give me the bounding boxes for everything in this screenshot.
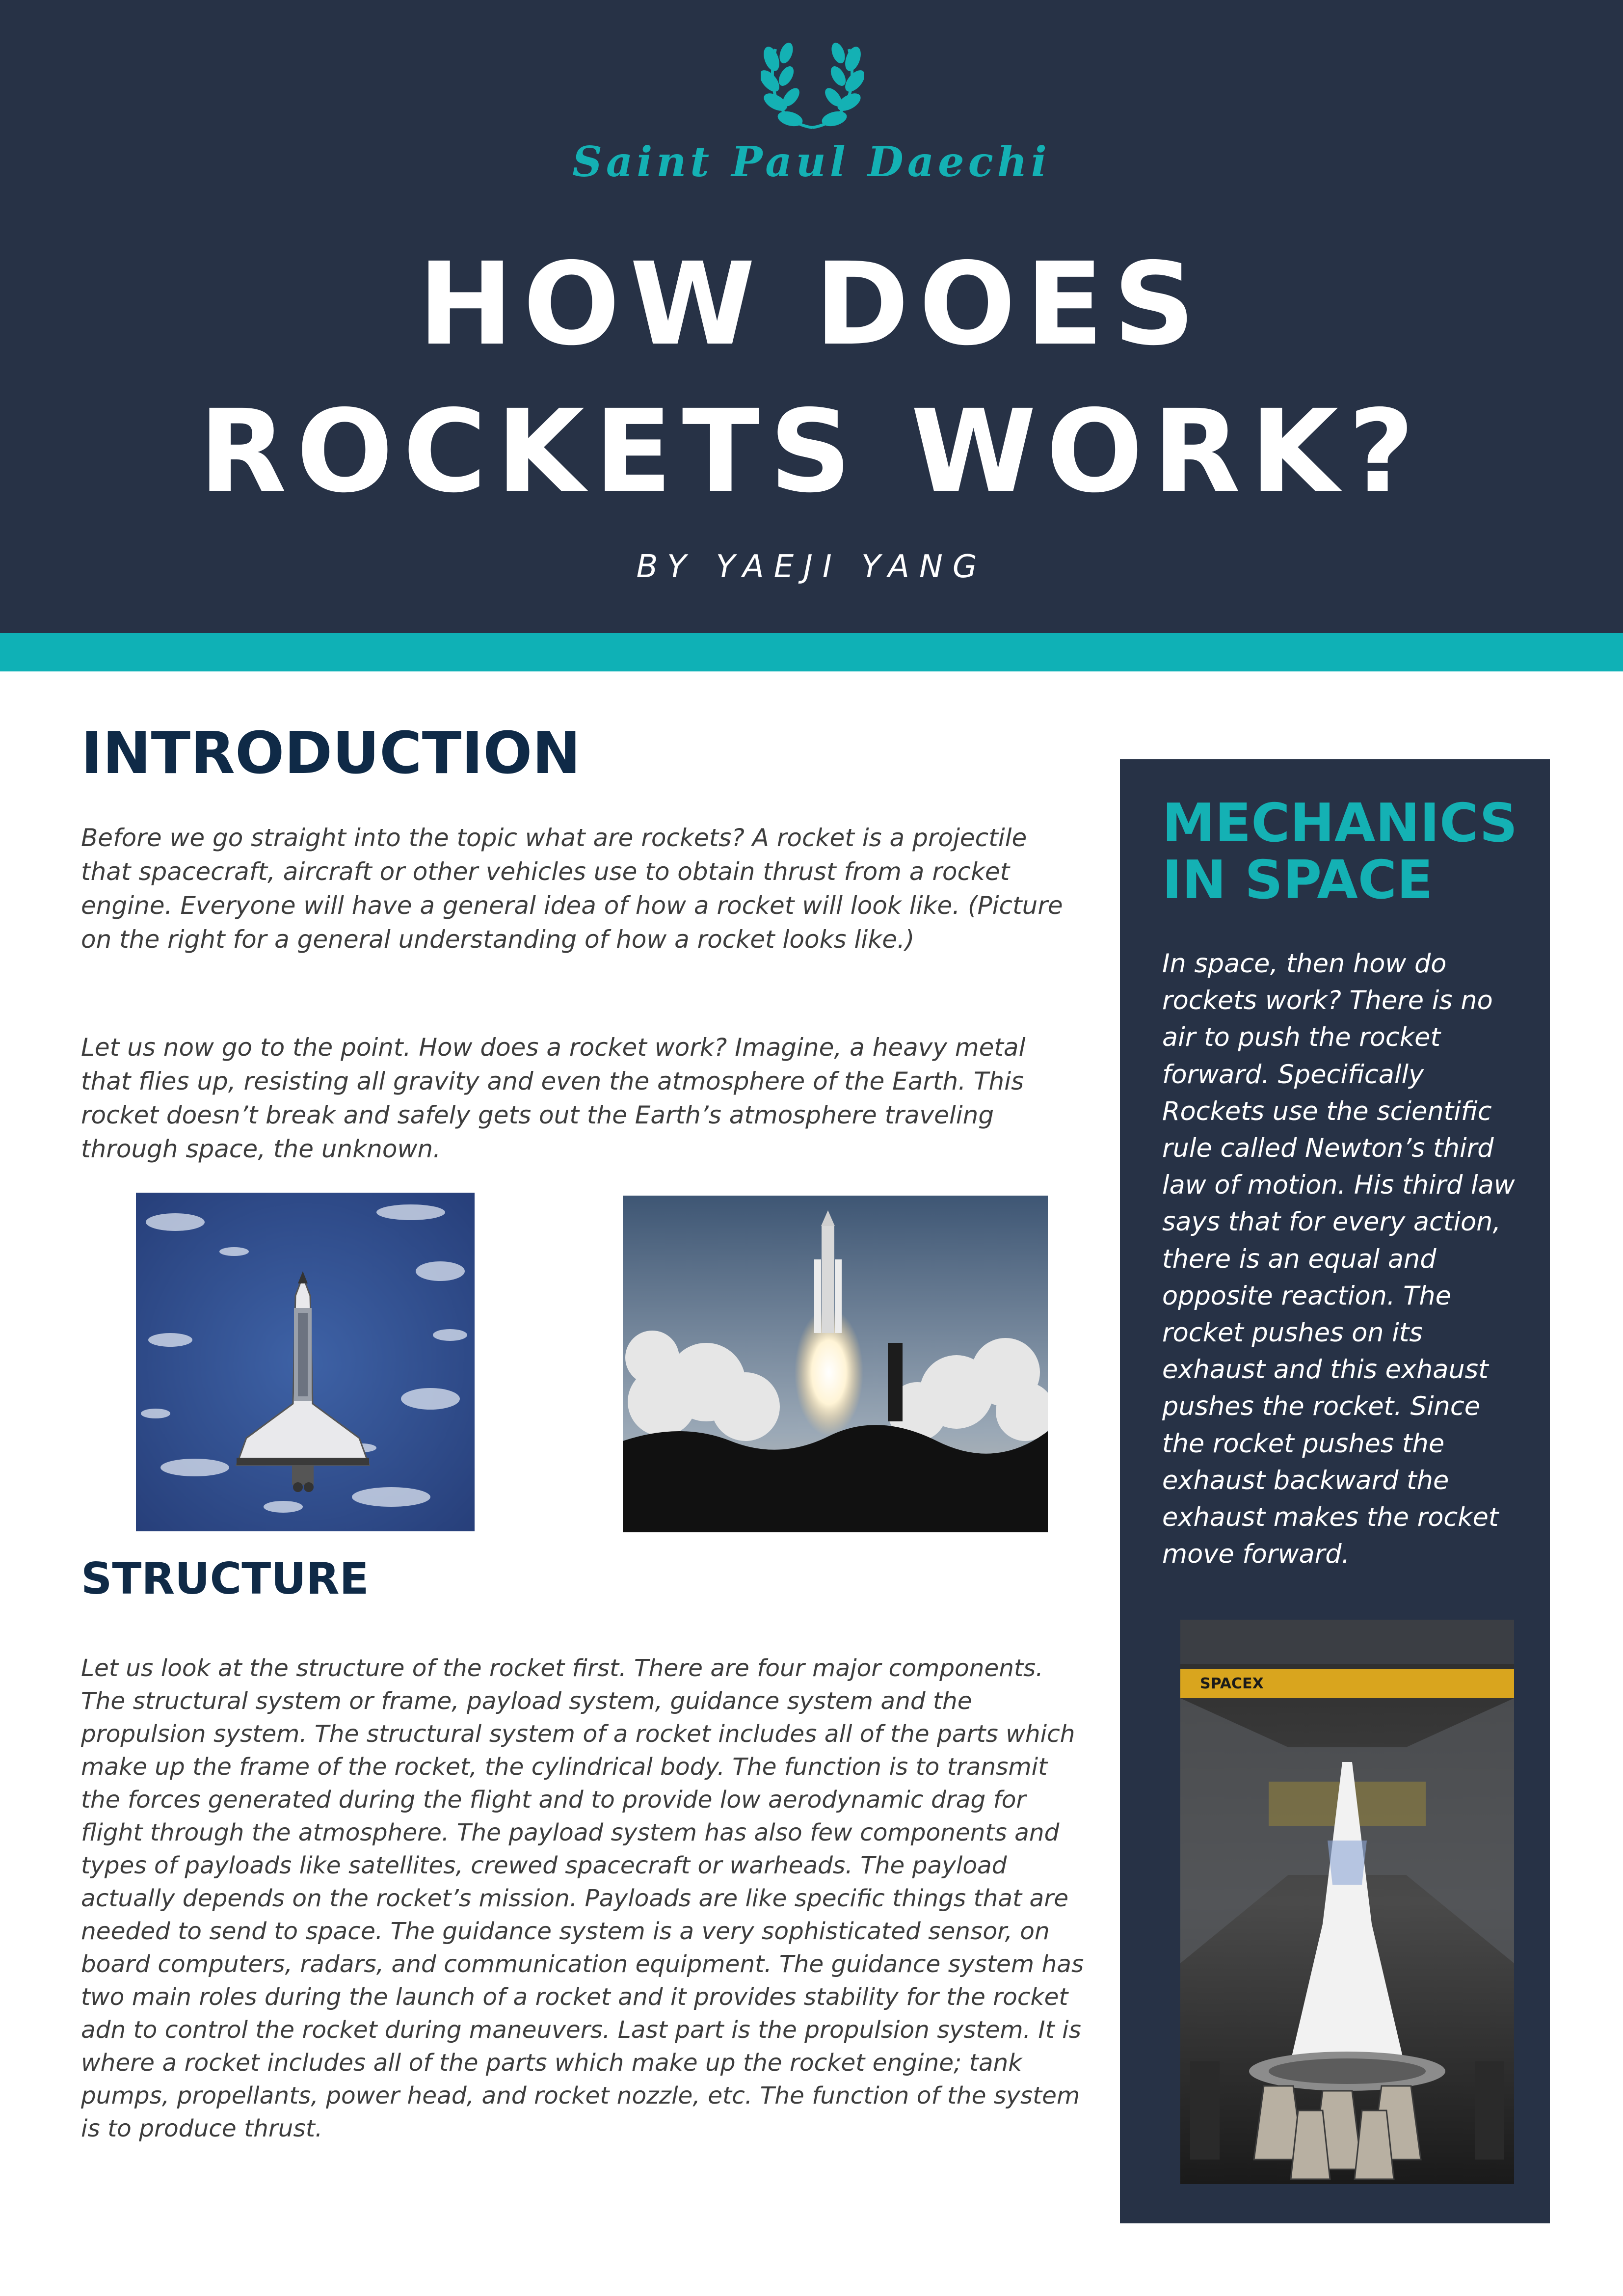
laurel-wreath-icon [761, 29, 864, 133]
space-shuttle-orbit-photo [136, 1193, 475, 1531]
introduction-heading: INTRODUCTION [81, 719, 581, 787]
introduction-paragraph-1: Before we go straight into the topic what are rockets? A rocket is a projectile that spacecraft, aircraft or other vehicles use to obtain thrust from a rocket engine. Everyone will have a general idea of how a rocket will look like. (Picture on the right for a general understanding of how a rocket looks like.) [81, 824, 1063, 954]
title-line-1: HOW DOES [418, 238, 1205, 371]
header-banner [0, 0, 1623, 633]
sidebar-paragraph: In space, then how do rockets work? There is no air to push the rocket forward. Specifically Rockets use the scientific rule called Newton’s third law of motion. His third law says that for every action, there is an equal and opposite reaction. The rocket pushes on its exhaust and this exhaust pushes the rocket. Since the rocket pushes the exhaust backward the exhaust makes the rocket move forward. [1162, 949, 1515, 1570]
shuttle-launch-photo [623, 1196, 1048, 1532]
accent-bar [0, 633, 1623, 671]
spacex-sign: SPACEX [1200, 1675, 1264, 1692]
author-byline: BY YAEJI YANG [636, 549, 987, 585]
structure-heading: STRUCTURE [81, 1553, 369, 1604]
school-name: Saint Paul Daechi [572, 137, 1051, 186]
title-line-2: ROCKETS WORK? [199, 385, 1424, 518]
page-title [0, 231, 1623, 525]
introduction-paragraph-2: Let us now go to the point. How does a rocket work? Imagine, a heavy metal that flies up, resisting all gravity and even the atmosphere of the Earth. This rocket doesn’t break and safely gets out the Earth’s atmosphere traveling through space, the unknown. [81, 1033, 1026, 1163]
structure-paragraph: Let us look at the structure of the rocket first. There are four major components. The structural system or frame, payload system, guidance system and the propulsion system. The structural system of a rocket includes all of the parts which make up the frame of the rocket, the cylindrical body. The function is to transmit the forces generated during the flight and to provide low aerodynamic drag for flight through the atmosphere. The payload system has also few components and types of payloads like satellites, crewed spacecraft or warheads. The payload actually depends on the rocket’s mission. Payloads are like specific things that are needed to send to space. The guidance system is a very sophisticated sensor, on board computers, radars, and communication equipment. The guidance system has two main roles during the launch of a rocket and it provides stability for the rocket adn to control the rocket during maneuvers. Last part is the propulsion system. It is where a rocket includes all of the parts which make up the rocket engine; tank pumps, propellants, power head, and rocket nozzle, etc. The function of the system is to produce thrust. [81, 1655, 1084, 2142]
sidebar-heading: MECHANICS IN SPACE [1162, 793, 1518, 911]
rocket-factory-photo [1180, 1620, 1514, 2184]
